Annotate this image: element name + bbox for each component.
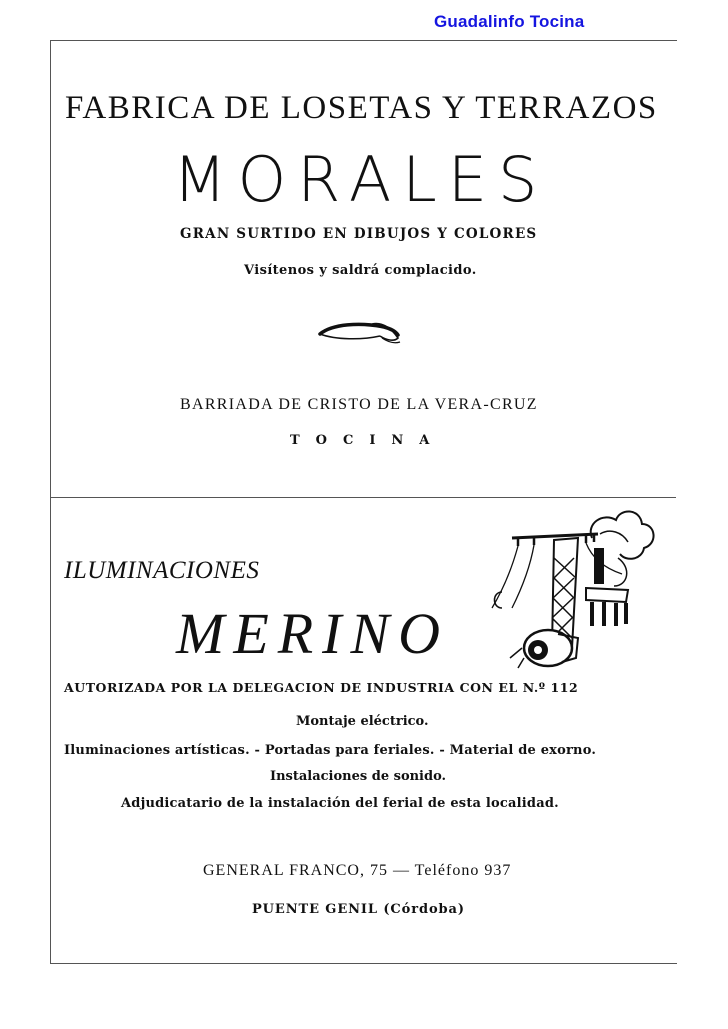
watermark: Guadalinfo Tocina bbox=[434, 12, 585, 31]
electric-pylon-motor-icon bbox=[482, 498, 662, 678]
merino-headline: ILUMINACIONES bbox=[64, 557, 260, 584]
merino-city: PUENTE GENIL (Córdoba) bbox=[252, 902, 465, 917]
morales-brand: MORALES bbox=[173, 143, 549, 216]
morales-town: TOCINA bbox=[290, 433, 446, 448]
ornament-icon bbox=[318, 318, 402, 350]
merino-service-4: Adjudicatario de la instalación del ferial de esta localidad. bbox=[121, 796, 559, 811]
merino-address: GENERAL FRANCO, 75 — Teléfono 937 bbox=[203, 862, 512, 879]
merino-brand: MERINO bbox=[176, 601, 450, 666]
merino-authorization: AUTORIZADA POR LA DELEGACION DE INDUSTRIA CON EL N.º 112 bbox=[64, 680, 579, 695]
morales-tagline: Visítenos y saldrá complacido. bbox=[244, 263, 477, 278]
merino-service-1: Montaje eléctrico. bbox=[296, 714, 429, 729]
morales-address: BARRIADA DE CRISTO DE LA VERA-CRUZ bbox=[180, 396, 538, 413]
morales-subtitle: GRAN SURTIDO EN DIBUJOS Y COLORES bbox=[180, 226, 538, 242]
morales-headline: FABRICA DE LOSETAS Y TERRAZOS bbox=[65, 90, 658, 126]
merino-service-2: Iluminaciones artísticas. - Portadas para feriales. - Material de exorno. bbox=[64, 743, 597, 758]
merino-service-3: Instalaciones de sonido. bbox=[270, 769, 447, 784]
